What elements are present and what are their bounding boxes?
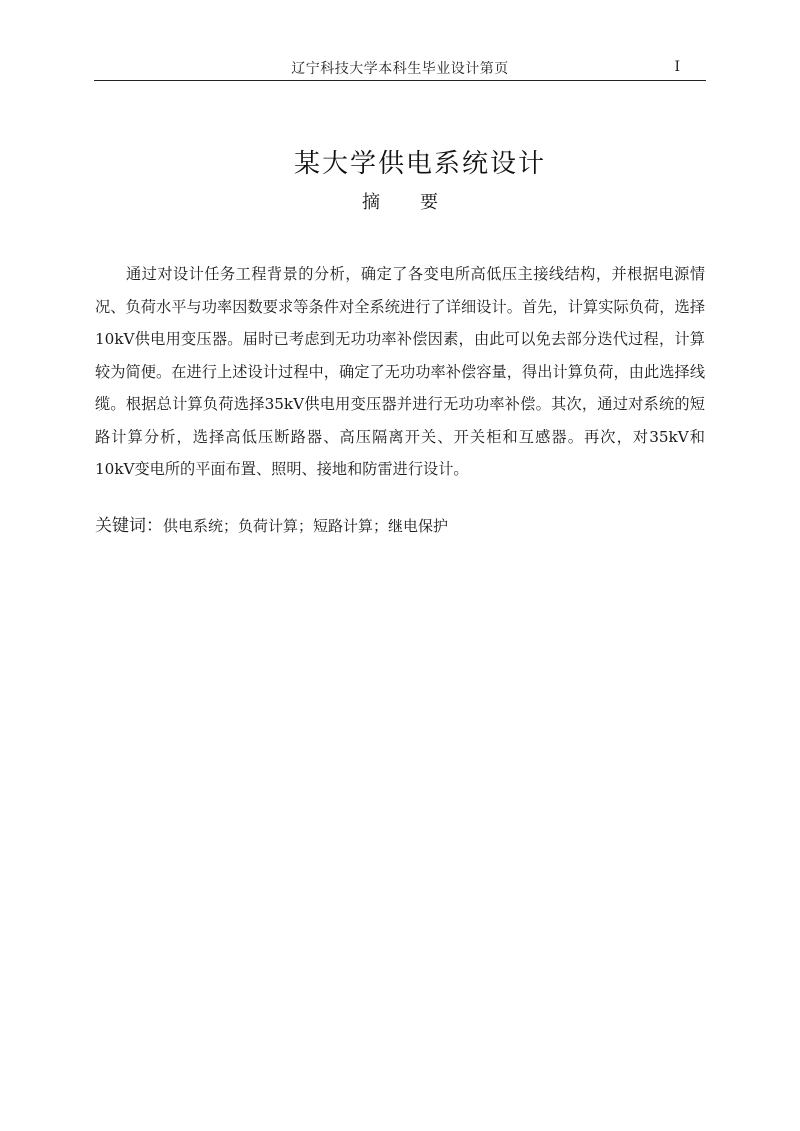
abstract-heading-part2: 要: [420, 192, 438, 213]
keywords-line: [95, 514, 705, 538]
abstract-heading: [0, 188, 800, 214]
header-title: 辽宁科技大学本科生毕业设计第页: [291, 61, 509, 77]
header-page-number: I: [674, 59, 680, 75]
abstract-body: 通过对设计任务工程背景的分析，确定了各变电所高低压主接线结构，并根据电源情况、负荷水平与功率因数要求等条件对全系统进行了详细设计。首先，计算实际负荷，选择10kV供电用变压器。届时已考虑到无功功率补偿因素，由此可以免去部分迭代过程，计算较为简便。在进行上述设计过程中，确定了无功功率补偿容量，得出计算负荷，由此选择线缆。根据总计算负荷选择35kV供电用变压器并进行无功功率补偿。其次，通过对系统的短路计算分析，选择高低压断路器、高压隔离开关、开关柜和互感器。再次，对35kV和10kV变电所的平面布置、照明、接地和防雷进行设计。: [95, 265, 705, 478]
abstract-heading-part1: 摘: [362, 192, 380, 213]
keywords-text: 供电系统；负荷计算；短路计算；继电保护: [163, 517, 449, 535]
keywords-label: 关键词：: [95, 516, 163, 536]
running-header: [94, 52, 706, 81]
document-title: 某大学供电系统设计: [293, 149, 546, 179]
